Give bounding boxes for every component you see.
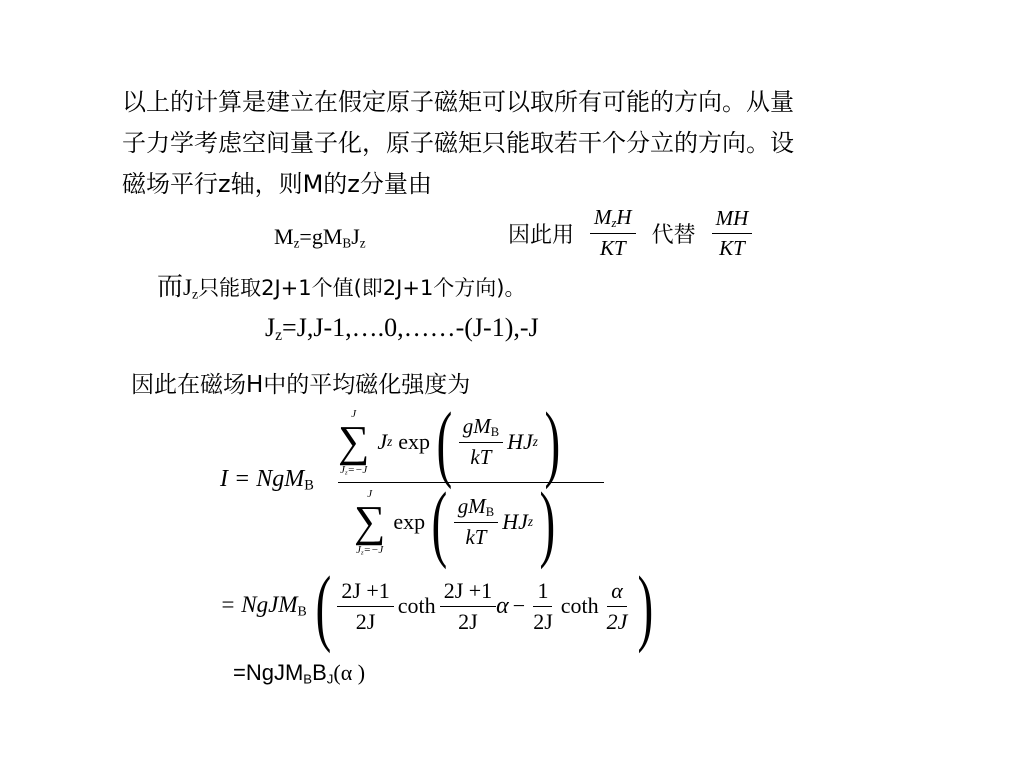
replacement-statement (508, 200, 752, 266)
frac1-sub-z: z (611, 216, 617, 231)
formula-denominator: J ∑ $J_z=-J$ exp ( $\frac{gM_B}{kT}$ HJ z ) (354, 474, 556, 570)
final-sub-J: J (326, 671, 334, 687)
fraction-mh-kt (712, 206, 753, 261)
fraction-mzh-kt (590, 205, 636, 261)
jz-values-rest: =J,J-1,….0,……-(J-1),-J (282, 313, 539, 342)
sum-numerator: J ∑ $J_z=-J$ (338, 407, 370, 477)
replace-text-2: 代替 (651, 222, 696, 248)
jz-statement (157, 266, 526, 303)
replace-text-1: 因此用 (508, 222, 575, 248)
sum-denominator: J ∑ $J_z=-J$ (354, 487, 386, 557)
jz-sub-z: z (191, 286, 199, 302)
eq-mz-sub-z2: z (359, 235, 366, 251)
final-sub-B: B (303, 671, 313, 687)
formula-magnetization (220, 394, 640, 570)
jz-values-sub-z: z (275, 326, 283, 344)
equation-mz (274, 224, 366, 251)
jz-prefix: 而 (157, 272, 184, 302)
eq-mz-sub-B: B (342, 235, 352, 251)
intro-line-2: 子力学考虑空间量子化，原子磁矩只能取若干个分立的方向。设 (122, 129, 794, 157)
final-B: B (312, 660, 327, 685)
jz-J: J (183, 275, 192, 300)
formula-brillouin-expansion: = NgJM$_B$ ( $\frac{2J +1}{2J}$ coth $\frac{2J +1}{2J}$ α − $\frac{1}{2J}$ coth $\frac{\alpha}{2J}$ ) (220, 558, 654, 654)
formula-lhs: I = NgM$_B$ (220, 466, 314, 494)
jz-values-J: J (265, 313, 276, 342)
eq-mz-sub-z: z (293, 235, 300, 251)
formula-numerator: J ∑ $J_z=-J$ J z exp ( $\frac{gM_B}{kT}$ HJ z ) (338, 394, 561, 490)
formula-final (233, 660, 365, 686)
final-rest: (α ) (333, 660, 366, 685)
formula-fraction-bar (338, 482, 604, 483)
intro-line-1: 以上的计算是建立在假定原子磁矩可以取所有可能的方向。从量 (122, 88, 794, 116)
frac1-H: H (616, 204, 632, 229)
eq-mz-M: M (274, 224, 294, 249)
frac1-den: KT (599, 236, 626, 261)
final-text: =NgJM (233, 660, 304, 685)
jz-values (265, 313, 539, 345)
average-magnetization-line: 因此在磁场H中的平均磁化强度为 (131, 372, 471, 398)
frac2-den: KT (719, 235, 745, 260)
eq-mz-J: J (351, 224, 360, 249)
eq-mz-eq: =gM (299, 224, 343, 249)
frac2-num: MH (712, 206, 753, 234)
jz-rest: 只能取2J+1个值(即2J+1个方向)。 (198, 276, 526, 300)
intro-line-3: 磁场平行z轴，则M的z分量由 (122, 170, 432, 198)
frac1-M: M (594, 204, 612, 229)
